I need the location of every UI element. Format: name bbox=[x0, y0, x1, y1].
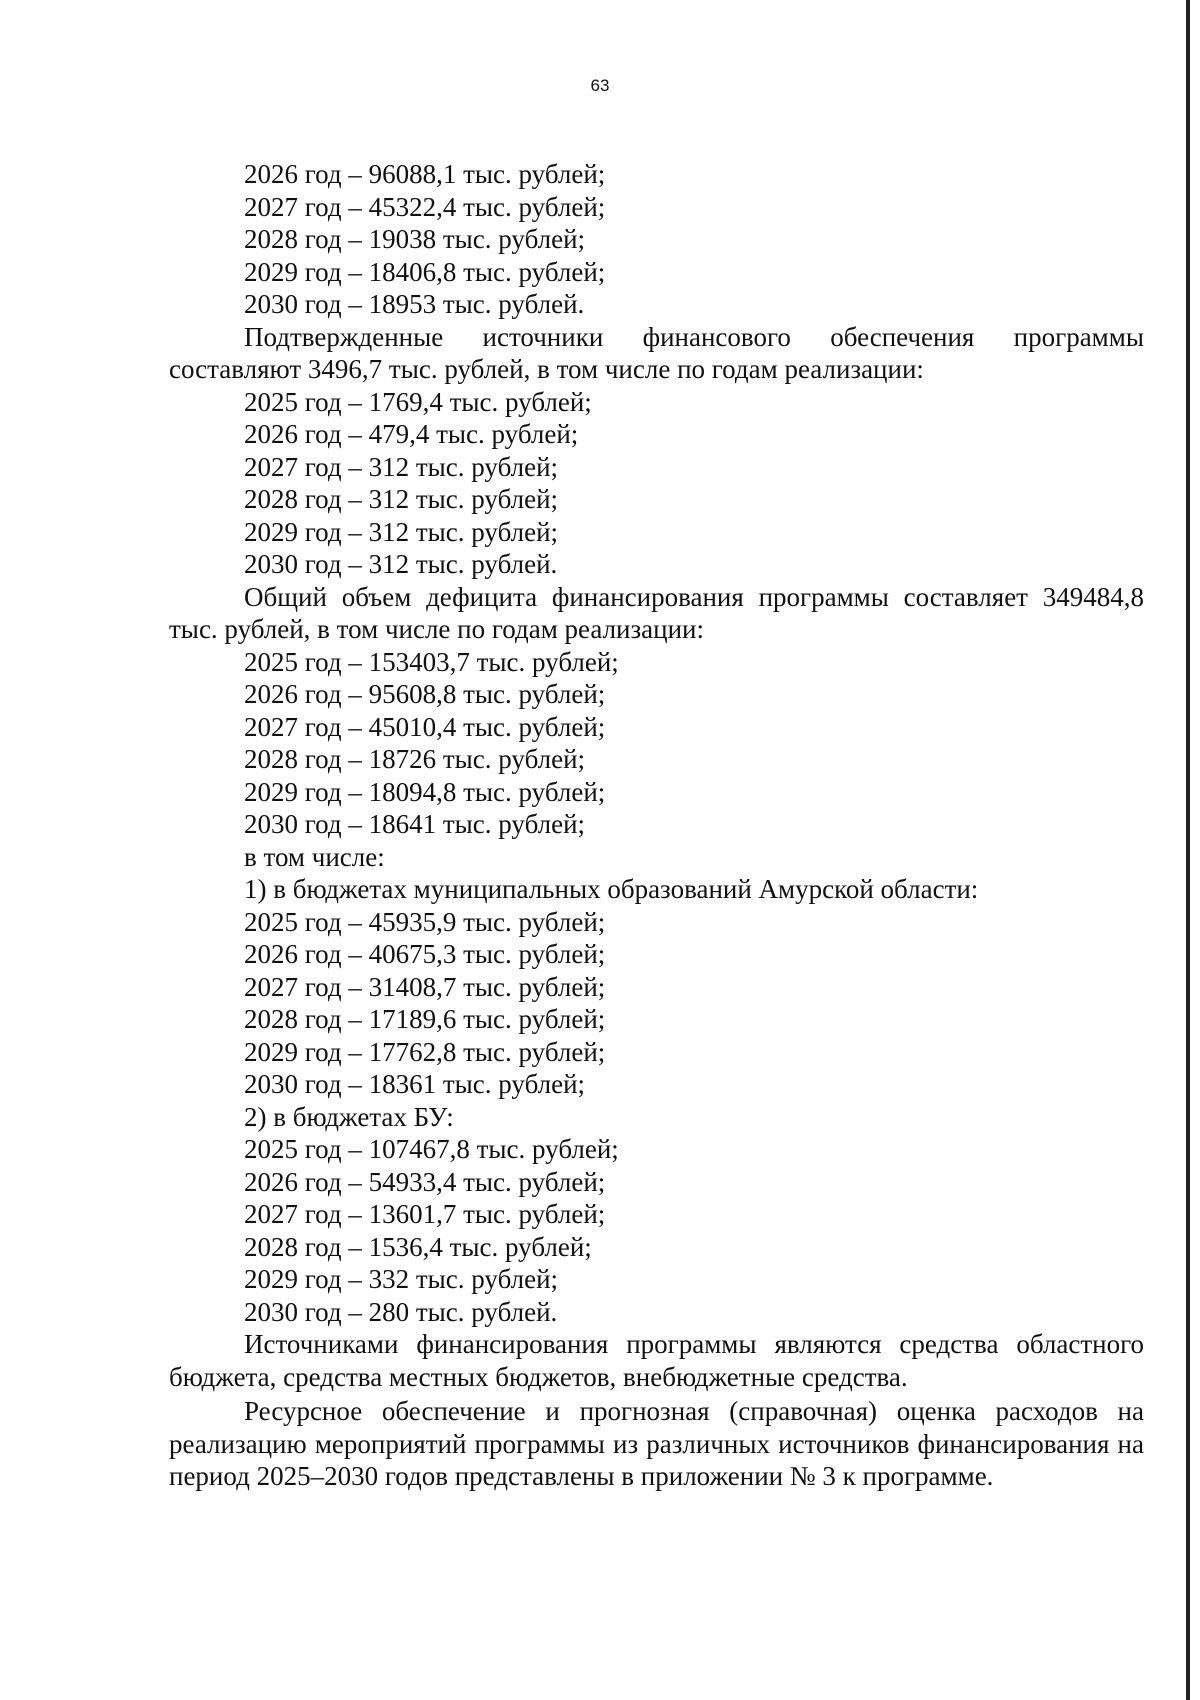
paragraph-resource-provision: Ресурсное обеспечение и прогнозная (справочная) оценка расходов на реализацию мероприятий программы из различных источников финансирования на период 2025–2030 годов представлены в приложении № 3 к программе. bbox=[169, 1396, 1144, 1491]
list-item: 2030 год – 280 тыс. рублей. bbox=[244, 1296, 558, 1327]
list-item: 2029 год – 18406,8 тыс. рублей; bbox=[244, 256, 606, 287]
subheading-bu-budgets: 2) в бюджетах БУ: bbox=[244, 1101, 454, 1132]
year-list-confirmed bbox=[169, 386, 1144, 581]
list-item: 2030 год – 18641 тыс. рублей; bbox=[244, 809, 586, 839]
list-item: 2027 год – 45010,4 тыс. рублей; bbox=[244, 711, 606, 742]
subheading-including: в том числе: bbox=[244, 841, 385, 872]
list-item: 2026 год – 40675,3 тыс. рублей; bbox=[244, 939, 606, 969]
list-item: 2027 год – 45322,4 тыс. рублей; bbox=[244, 191, 606, 222]
paragraph-funding-sources: Источниками финансирования программы являются средства областного бюджета, средства местных бюджетов, внебюджетные средства. bbox=[169, 1329, 1144, 1392]
list-item: 2027 год – 13601,7 тыс. рублей; bbox=[244, 1199, 606, 1229]
subheading-municipal-budgets: 1) в бюджетах муниципальных образований Амурской области: bbox=[244, 874, 979, 904]
year-list-deficit bbox=[169, 646, 1144, 1329]
list-item: 2028 год – 19038 тыс. рублей; bbox=[244, 224, 586, 254]
list-item: 2025 год – 1769,4 тыс. рублей; bbox=[244, 386, 592, 417]
list-item: 2028 год – 1536,4 тыс. рублей; bbox=[244, 1231, 592, 1262]
list-item: 2026 год – 479,4 тыс. рублей; bbox=[244, 419, 579, 449]
scan-edge bbox=[1186, 0, 1190, 1700]
list-item: 2025 год – 153403,7 тыс. рублей; bbox=[244, 646, 619, 677]
list-item: 2029 год – 312 тыс. рублей; bbox=[244, 516, 559, 547]
list-item: 2029 год – 17762,8 тыс. рублей; bbox=[244, 1036, 606, 1067]
list-item: 2026 год – 95608,8 тыс. рублей; bbox=[244, 679, 606, 709]
list-item: 2025 год – 107467,8 тыс. рублей; bbox=[244, 1134, 619, 1164]
list-item: 2029 год – 332 тыс. рублей; bbox=[244, 1264, 559, 1294]
list-item: 2028 год – 312 тыс. рублей; bbox=[244, 484, 559, 514]
paragraph-confirmed-sources: Подтвержденные источники финансового обеспечения программы составляют 3496,7 тыс. рублей, в том числе по годам реализации: bbox=[169, 321, 1144, 384]
list-item: 2028 год – 17189,6 тыс. рублей; bbox=[244, 1004, 606, 1034]
page-number: 63 bbox=[590, 76, 610, 95]
list-item: 2027 год – 31408,7 тыс. рублей; bbox=[244, 971, 606, 1002]
list-item: 2030 год – 312 тыс. рублей. bbox=[244, 549, 558, 579]
paragraph-deficit: Общий объем дефицита финансирования программы составляет 349484,8 тыс. рублей, в том числе по годам реализации: bbox=[169, 581, 1144, 644]
year-list-total bbox=[169, 158, 1144, 321]
list-item: 2030 год – 18953 тыс. рублей. bbox=[244, 289, 585, 319]
list-item: 2026 год – 96088,1 тыс. рублей; bbox=[244, 159, 606, 189]
list-item: 2029 год – 18094,8 тыс. рублей; bbox=[244, 776, 606, 807]
list-item: 2028 год – 18726 тыс. рублей; bbox=[244, 744, 586, 774]
document-body bbox=[169, 158, 1144, 1493]
list-item: 2025 год – 45935,9 тыс. рублей; bbox=[244, 906, 606, 937]
list-item: 2030 год – 18361 тыс. рублей; bbox=[244, 1069, 586, 1099]
list-item: 2026 год – 54933,4 тыс. рублей; bbox=[244, 1166, 606, 1197]
list-item: 2027 год – 312 тыс. рублей; bbox=[244, 451, 559, 482]
